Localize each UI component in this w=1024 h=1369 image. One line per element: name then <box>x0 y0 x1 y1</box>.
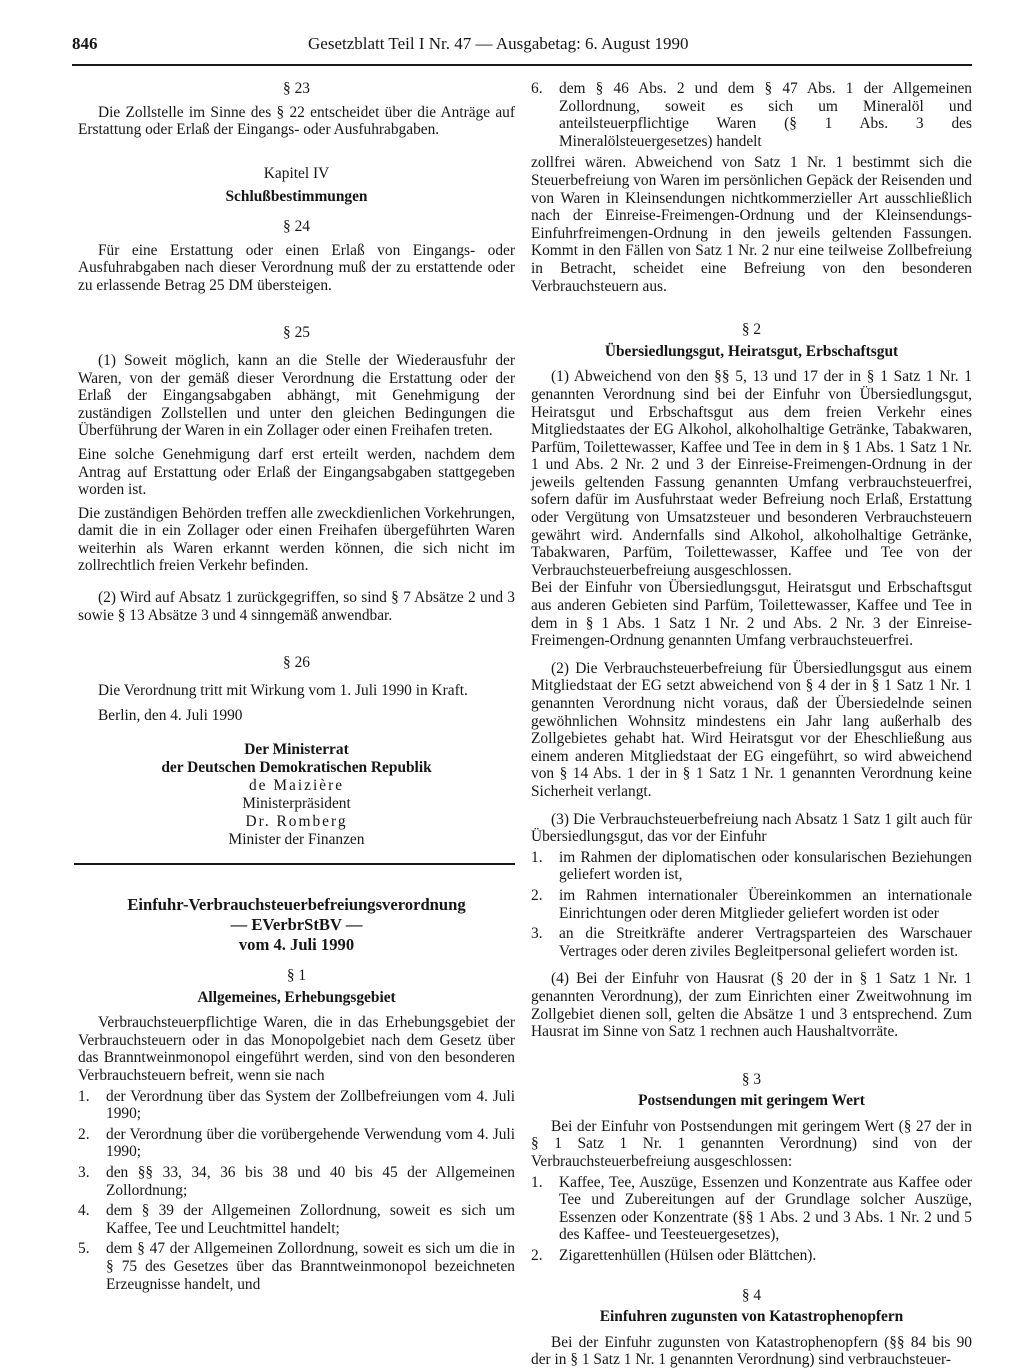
section-1-intro: Verbrauchsteuerpflichtige Waren, die in das Erhebungsgebiet der Verbrauchsteuern oder in das Monopolgebiet nach dem Gesetz über das Branntweinmonopol eingeführt werden, sind von den besonderen Verbrauchsteuern befreit, wenn sie nach <box>78 1014 515 1084</box>
list-item-number: 2. <box>78 1125 90 1143</box>
list-item-text: den §§ 33, 34, 36 bis 38 und 40 bis 45 der Allgemeinen Zollordnung; <box>106 1163 515 1199</box>
list-item-text: Kaffee, Tee, Auszüge, Essenzen und Konzentrate aus Kaffee oder Tee und Zubereitungen auf der Grundlage solcher Auszüge, Essenzen oder Konzentrate (§§ 1 Abs. 2 und 3 Abs. 1 Nr. 2 und 5 des Kaffee- und Teesteuergesetzes), <box>559 1173 972 1244</box>
list-item <box>78 1240 515 1293</box>
signatory-body: Der Ministerrat <box>244 741 349 759</box>
section-4-heading: § 4 <box>741 1286 762 1304</box>
section-1-heading: § 1 <box>286 967 307 985</box>
right-column <box>531 80 972 1369</box>
page-header <box>72 34 972 60</box>
section-4-title: Einfuhren zugunsten von Katastrophenopfern <box>599 1308 904 1326</box>
section-25-para-3: Die zuständigen Behörden treffen alle zweckdienlichen Vorkehrungen, damit die in ein Zollager oder einen Freihafen übergeführten Waren weiterhin als Waren erkannt werden können, die sich nicht im zollrechtlich freien Verkehr befinden. <box>78 504 515 575</box>
section-24-heading: § 24 <box>283 217 310 235</box>
signatory-name-2: Dr. Romberg <box>245 813 348 831</box>
section-1-title: Allgemeines, Erhebungsgebiet <box>197 988 396 1006</box>
section-1-list <box>78 1088 515 1294</box>
left-column <box>78 80 515 1293</box>
section-3-intro: Bei der Einfuhr von Postsendungen mit geringem Wert (§ 27 der in § 1 Satz 1 Nr. 1 genannten Verordnung) sind von der Verbrauchsteuerbefreiung ausgeschlossen: <box>531 1117 972 1171</box>
section-2-para-1: (1) Abweichend von den §§ 5, 13 und 17 der in § 1 Satz 1 Nr. 1 genannten Verordnung sind bei der Einfuhr von Übersiedlungsgut, Heiratsgut und Erbschaftsgut aus dem freien Verkehr eines Mitgliedstaates der EG Alkohol, alkoholhaltige Getränke, Tabakwaren, Parfüm, Toilettewasser, Kaffee und Tee in dem in § 1 Abs. 1 Satz 1 Nr. 1 und Abs. 2 Nr. 2 und 3 der Einreise-Freimengen-Ordnung in der jeweils geltenden Fassung genannten Umfang verbrauchsteuerfrei, sofern dafür im Ausfuhrstaat weder Befreiung noch Erlaß, Erstattung oder Vergütung von Umsatzsteuer und besonderen Verbrauchsteuern gewährt wird. Andernfalls sind Alkohol, alkoholhaltige Getränke, Tabakwaren, Parfüm, Toilettewasser, Kaffee und Tee von der Verbrauchsteuerbefreiung ausgeschlossen. <box>531 368 972 579</box>
list-item <box>78 1164 515 1199</box>
list-item <box>531 925 972 960</box>
list-item-text: im Rahmen der diplomatischen oder konsularischen Beziehungen geliefert worden ist, <box>559 848 972 884</box>
list-item-number: 3. <box>78 1163 90 1181</box>
section-25-para-1: (1) Soweit möglich, kann an die Stelle der Wiederausfuhr der Waren, von der gemäß dieser Verordnung die Erstattung oder der Erlaß der Eingangsabgaben abhängt, mit Genehmigung der zuständigen Zollstellen und unter den gleichen Bedingungen die Überführung der Waren in ein Zollager oder einen Freihafen treten. <box>78 351 515 440</box>
section-3-title: Postsendungen mit geringem Wert <box>638 1092 865 1110</box>
section-2-para-4: (4) Bei der Einfuhr von Hausrat (§ 20 der in § 1 Satz 1 Nr. 1 genannten Verordnung), der zum Einrichten einer Zweitwohnung im Zollgebiet dienen soll, gelten die Absätze 1 und 3 entsprechend. Zum Hausrat im Sinne von Satz 1 rechnen auch Haushaltvorräte. <box>531 970 972 1041</box>
section-24-text: Für eine Erstattung oder einen Erlaß von Eingangs- oder Ausfuhrabgaben nach dieser Verordnung muß der zu erstattende oder zu erlassende Betrag 25 DM übersteigen. <box>78 241 515 294</box>
list-item-text: dem § 47 der Allgemeinen Zollordnung, soweit es sich um die in § 75 des Gesetzes über das Branntweinmonopol bezeichneten Erzeugnisse handelt, und <box>106 1240 515 1293</box>
list-item <box>531 849 972 884</box>
list-item-text: dem § 46 Abs. 2 und dem § 47 Abs. 1 der Allgemeinen Zollordnung, soweit es sich um Mineralöl und anteilsteuerpflichtige Waren (§ 1 Abs. 3 des Mineralölsteuergesetzes) handelt <box>559 80 972 150</box>
section-1-list-continued <box>531 80 972 150</box>
section-25-para-4: (2) Wird auf Absatz 1 zurückgegriffen, so sind § 7 Absätze 2 und 3 sowie § 13 Absätze 3 und 4 sinngemäß anwendbar. <box>78 589 515 624</box>
ordinance-date: vom 4. Juli 1990 <box>238 935 355 955</box>
signatory-role-2: Minister der Finanzen <box>228 831 365 849</box>
section-2-heading: § 2 <box>741 321 762 339</box>
section-3-heading: § 3 <box>741 1070 762 1088</box>
list-item-number: 2. <box>531 1247 543 1265</box>
section-3-list <box>531 1174 972 1265</box>
header-rule <box>72 64 972 66</box>
section-divider <box>74 863 515 865</box>
section-26-text: Die Verordnung tritt mit Wirkung vom 1. Juli 1990 in Kraft. <box>98 681 468 699</box>
list-item <box>531 1174 972 1244</box>
list-item-number: 1. <box>531 1173 543 1191</box>
ordinance-title: Einfuhr-Verbrauchsteuerbefreiungsverordnung <box>127 895 466 915</box>
header-title: Gesetzblatt Teil I Nr. 47 — Ausgabetag: 6. August 1990 <box>308 34 689 53</box>
signatory-role-1: Ministerpräsident <box>242 795 351 813</box>
section-25-para-2: Eine solche Genehmigung darf erst erteilt werden, nachdem dem Antrag auf Erstattung oder Erlaß der Eingangsabgaben stattgegeben worden ist. <box>78 445 515 499</box>
section-2-para-1b: Bei der Einfuhr von Übersiedlungsgut, Heiratsgut und Erbschaftsgut aus anderen Gebieten sind Parfüm, Toilettewasser, Kaffee und Tee in dem in § 1 Abs. 1 Satz 1 Nr. 2 und Abs. 2 Nr. 3 der Einreise-Freimengen-Ordnung genannten Umfang verbrauchsteuerfrei. <box>531 579 972 650</box>
list-item-text: im Rahmen internationaler Übereinkommen an internationale Einrichtungen oder deren Mitglieder geliefert worden ist oder <box>559 886 972 922</box>
list-item-number: 6. <box>531 80 543 97</box>
list-item <box>78 1126 515 1161</box>
list-item-text: dem § 39 der Allgemeinen Zollordnung, soweit es sich um Kaffee, Tee und Leuchtmittel handelt; <box>106 1202 515 1237</box>
list-item <box>531 1247 972 1265</box>
list-item <box>78 1088 515 1123</box>
list-item <box>78 1202 515 1237</box>
section-2-title: Übersiedlungsgut, Heiratsgut, Erbschaftsgut <box>604 342 899 360</box>
section-2-para-2: (2) Die Verbrauchsteuerbefreiung für Übersiedlungsgut aus einem Mitgliedstaat der EG setzt abweichend von § 4 der in § 1 Satz 1 Nr. 1 genannten Verordnung nicht voraus, daß der Übersiedelnde seinen gewöhnlichen Wohnsitz mindestens ein Jahr lang außerhalb des Zollgebietes gehabt hat. Wird Heiratsgut vor der Eheschließung aus einem anderen Mitgliedstaat der EG eingeführt, so wird abweichend von § 14 Abs. 1 der in § 1 Satz 1 Nr. 1 genannten Verordnung keine Sicherheit verlangt. <box>531 659 972 800</box>
signatory-name-1: de Maizière <box>248 777 345 795</box>
section-4-text: Bei der Einfuhr zugunsten von Katastrophenopfern (§§ 84 bis 90 der in § 1 Satz 1 Nr. 1 genannten Verordnung) sind verbrauchsteuer- <box>531 1333 972 1369</box>
list-item-number: 1. <box>531 848 543 866</box>
list-item <box>531 80 972 150</box>
section-25-heading: § 25 <box>283 324 310 342</box>
signature-block <box>78 741 515 849</box>
list-item-number: 5. <box>78 1240 90 1258</box>
section-1-continuation: zollfrei wären. Abweichend von Satz 1 Nr. 1 bestimmt sich die Steuerbefreiung von Waren im persönlichen Gepäck der Reisenden und von Waren in Kleinsendungen nichtkommerzieller Art ausschließlich nach der Einreise-Freimengen-Ordnung und der Kleinsendungs-Einfuhrfreimengen-Ordnung in den jeweils geltenden Fassungen. Kommt in den Fällen von Satz 1 Nr. 2 nur eine teilweise Zollbefreiung in Betracht, scheidet eine Befreiung von den besonderen Verbrauchsteuern aus. <box>531 154 972 295</box>
section-2-list <box>531 849 972 961</box>
signatory-body-line-2: der Deutschen Demokratischen Republik <box>161 759 432 777</box>
place-date: Berlin, den 4. Juli 1990 <box>98 707 243 725</box>
list-item-text: der Verordnung über die vorübergehende Verwendung vom 4. Juli 1990; <box>106 1125 515 1161</box>
chapter-title: Schlußbestimmungen <box>225 188 368 206</box>
section-23-text: Die Zollstelle im Sinne des § 22 entscheidet über die Anträge auf Erstattung oder Erlaß der Eingangs- oder Ausfuhrabgaben. <box>78 103 515 139</box>
chapter-label: Kapitel IV <box>263 164 330 182</box>
list-item-text: Zigarettenhüllen (Hülsen oder Blättchen). <box>559 1247 817 1265</box>
ordinance-abbreviation: — EVerbrStBV — <box>230 915 363 935</box>
list-item-text: an die Streitkräfte anderer Vertragsparteien des Warschauer Vertrages oder deren ziviles Begleitpersonal geliefert worden ist. <box>559 925 972 960</box>
section-26-heading: § 26 <box>283 654 310 672</box>
list-item-number: 1. <box>78 1087 90 1105</box>
section-23-heading: § 23 <box>283 80 310 97</box>
list-item-number: 4. <box>78 1202 90 1220</box>
list-item-number: 2. <box>531 886 543 904</box>
list-item <box>531 887 972 922</box>
list-item-text: der Verordnung über das System der Zollbefreiungen vom 4. Juli 1990; <box>106 1087 515 1123</box>
page-number: 846 <box>72 34 98 53</box>
list-item-number: 3. <box>531 925 543 943</box>
section-2-para-3: (3) Die Verbrauchsteuerbefreiung nach Absatz 1 Satz 1 gilt auch für Übersiedlungsgut, das vor der Einfuhr <box>531 810 972 846</box>
